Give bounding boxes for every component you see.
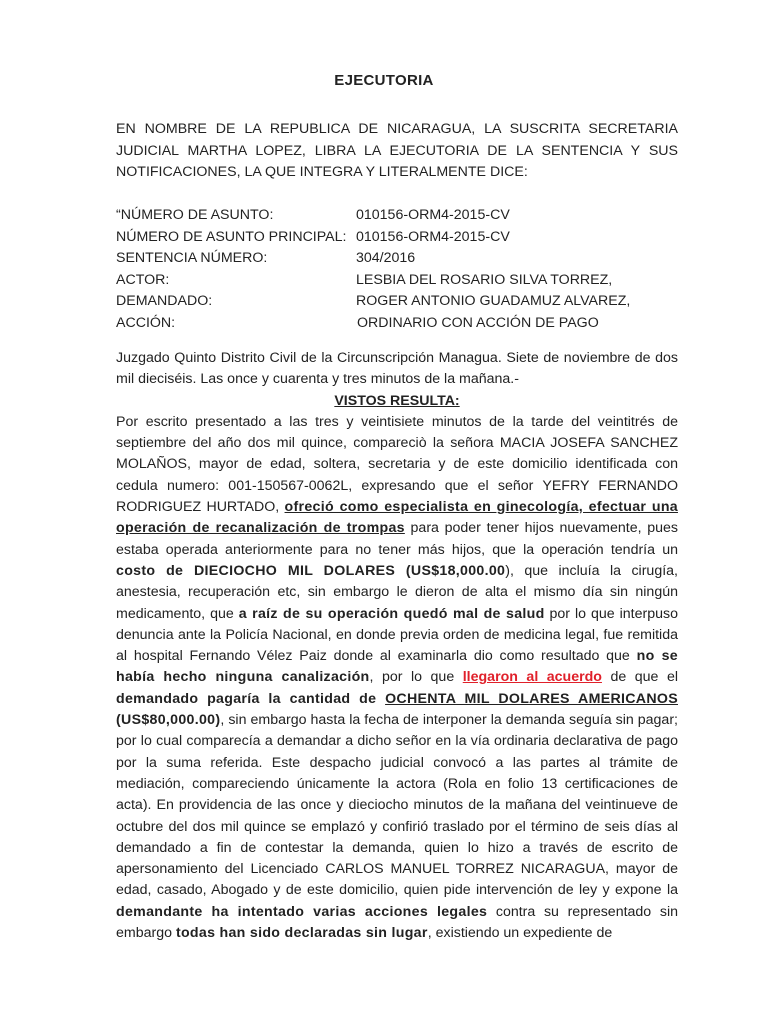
case-info-row: [116, 291, 676, 313]
highlighted-text: todas han sido declaradas sin lugar: [175, 925, 428, 942]
case-info-row: [116, 270, 676, 292]
highlighted-text: demandante ha intentado varias acciones legales: [116, 903, 488, 920]
intro-paragraph: EN NOMBRE DE LA REPUBLICA DE NICARAGUA, LA SUSCRITA SECRETARIA JUDICIAL MARTHA LOPEZ, LIBRA LA EJECUTORIA DE LA SENTENCIA Y SUS NOTIFICACIONES, LA QUE INTEGRA Y LITERALMENTE DICE:: [116, 121, 678, 180]
document-title: EJECUTORIA: [334, 72, 434, 89]
case-info-label: DEMANDADO:: [116, 293, 213, 310]
red-highlighted-text: llegaron al acuerdo: [462, 669, 602, 686]
case-info-value: LESBIA DEL ROSARIO SILVA TORREZ,: [356, 271, 613, 288]
main-paragraph: [116, 412, 678, 944]
paragraph-text: , sin embargo hasta la fecha de interponer la demanda seguía sin pagar; por lo cual comparecía a demandar a dicho señor en la vía ordinaria declarativa de pago por la suma referida. Este despacho judicial convocó a las partes al trámite de mediación, compareciendo únicamente la actora (Rola en folio 13 certificaciones de acta). En providencia de las once y dieciocho minutos de la mañana del veintinueve de octubre del dos mil quince se emplazó y confirió traslado por el término de seis días al demandado a fin de contestar la demanda, quien lo hizo a través de escrito de apersonamiento del Licenciado CARLOS MANUEL TORREZ NICARAGUA, mayor de edad, casado, Abogado y de este domicilio, quien pide intervención de ley y expone la: [116, 712, 678, 899]
case-info-row: [116, 313, 676, 335]
case-info-label: ACCIÓN:: [116, 314, 176, 331]
highlighted-text: no se había hecho ninguna canalización: [116, 648, 678, 686]
case-info-label: “NÚMERO DE ASUNTO:: [116, 207, 274, 223]
case-info-value: 010156-ORM4-2015-CV: [356, 228, 510, 245]
paragraph-text: , por lo que: [369, 669, 463, 686]
highlighted-text: ofreció como especialista en ginecología, efectuar una operación de recanalización de trompas: [116, 499, 678, 537]
paragraph-text: por lo que interpuso denuncia ante la Policía Nacional, en donde previa orden de medicina legal, fue remitida al hospital Fernando Vélez Paiz donde al examinarla dio como resultado que: [116, 605, 678, 665]
case-info-value: ORDINARIO CON ACCIÓN DE PAGO: [357, 314, 599, 331]
case-info-row: [116, 248, 676, 270]
highlighted-text: costo de DIECIOCHO MIL DOLARES (US$18,000.00: [116, 562, 506, 579]
case-info-value: ROGER ANTONIO GUADAMUZ ALVAREZ,: [356, 293, 631, 310]
case-info-row: [116, 227, 676, 249]
case-info-label: NÚMERO DE ASUNTO PRINCIPAL:: [116, 228, 347, 245]
paragraph-text: de que el: [601, 669, 678, 686]
court-intro-paragraph: Juzgado Quinto Distrito Civil de la Circunscripción Managua. Siete de noviembre de dos mil dieciséis. Las once y cuarenta y tres minutos de la mañana.-: [116, 350, 678, 388]
highlighted-text: (US$80,000.00): [116, 712, 221, 729]
paragraph-text: ), que incluía la cirugía, anestesia, recuperación etc, sin embargo le dieron de alta el mismo día sin ningún medicamento, que: [116, 562, 678, 622]
case-info-label: ACTOR:: [116, 271, 170, 288]
case-info-value: 010156-ORM4-2015-CV: [356, 207, 510, 223]
case-info: [116, 205, 676, 335]
case-info-label: SENTENCIA NÚMERO:: [116, 250, 268, 267]
highlighted-text: OCHENTA MIL DOLARES AMERICANOS: [385, 690, 678, 707]
paragraph-text: Por escrito presentado a las tres y veintisiete minutos de la tarde del veintitrés de septiembre del año dos mil quince, compareciò la señora MACIA JOSEFA SANCHEZ MOLAÑOS, mayor de edad, soltera, secretaria y de este domicilio identificada con cedula numero: 001-150567-0062L, expresando que el señor YEFRY FERNANDO RODRIGUEZ HURTADO,: [116, 413, 678, 516]
section-heading: VISTOS RESULTA:: [334, 392, 460, 409]
case-info-value: 304/2016: [356, 250, 416, 267]
paragraph-text: , existiendo un expediente de: [427, 925, 613, 942]
highlighted-text: a raíz de su operación quedó mal de salud: [238, 605, 545, 622]
document-body: [116, 348, 678, 944]
paragraph-text: para poder tener hijos nuevamente, pues estaba operada anteriormente para no tener más hijos, que la operación tendría un: [116, 520, 678, 558]
highlighted-text: demandado pagaría la cantidad de: [116, 690, 386, 707]
paragraph-text: contra su representado sin embargo: [116, 903, 678, 942]
case-info-row: [116, 205, 676, 227]
